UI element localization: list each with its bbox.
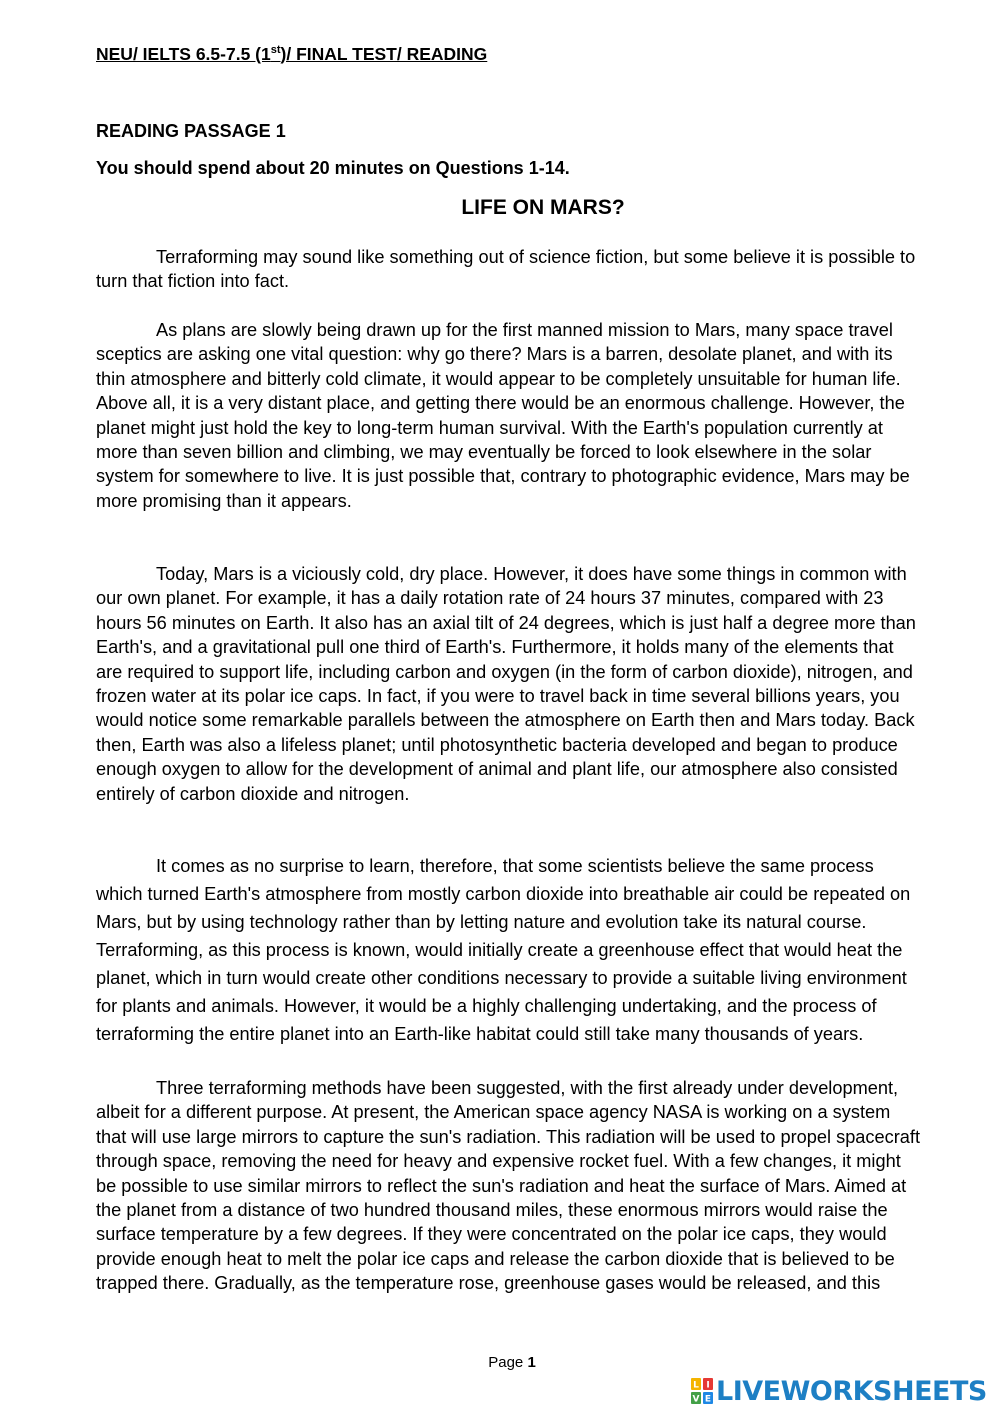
page-number: Page 1 — [488, 1354, 536, 1371]
instruction: You should spend about 20 minutes on Questions 1-14. — [96, 158, 570, 178]
svg-text:L: L — [693, 1380, 699, 1391]
liveworksheets-wordmark: LIVEWORKSHEETS — [716, 1375, 987, 1407]
paragraph-terraforming: It comes as no surprise to learn, therefore, that some scientists believe the same process which turned Earth's atmosphere from mostly carbon dioxide into breathable air could be repeated on Mars, but by using technology rather than by letting nature and evolution take its natural course. Terraforming, as this process is known, would initially create a greenhouse effect that would heat the planet, which in turn would create other conditions necessary to provide a suitable living environment for plants and animals. However, it would be a highly challenging undertaking, and the process of terraforming the entire planet into an Earth-like habitat could still take many thousands of years. — [96, 856, 911, 1044]
section-heading: READING PASSAGE 1 — [96, 121, 286, 141]
passage-title: LIFE ON MARS? — [461, 196, 625, 219]
test-header: NEU/ IELTS 6.5-7.5 (1st)/ FINAL TEST/ READING — [96, 44, 488, 64]
paragraph-intro: Terraforming may sound like something out of science fiction, but some believe it is possible to turn that fiction into fact. — [96, 247, 916, 292]
paragraph-why-mars: As plans are slowly being drawn up for the first manned mission to Mars, many space travel sceptics are asking one vital question: why go there? Mars is a barren, desolate planet, and with its thin atmosphere and bitterly cold climate, it would appear to be completely unsuitable for human life. Above all, it is a very distant place, and getting there would be an enormous challenge. However, the planet might just hold the key to long-term human survival. With the Earth's population currently at more than seven billion and climbing, we may eventually be forced to look elsewhere in the solar system for somewhere to live. It is just possible that, contrary to photographic evidence, Mars may be more promising than it appears. — [96, 320, 910, 511]
svg-text:I: I — [706, 1380, 710, 1391]
svg-text:E: E — [704, 1394, 712, 1405]
paragraph-methods: Three terraforming methods have been suggested, with the first already under development, albeit for a different purpose. At present, the American space agency NASA is working on a system that will use large mirrors to capture the sun's radiation. This radiation will be used to propel spacecraft through space, removing the need for heavy and expensive rocket fuel. With a few changes, it might be possible to use similar mirrors to reflect the sun's radiation and heat the surface of Mars. Aimed at the planet from a distance of two hundred thousand miles, these enormous mirrors would raise the surface temperature by a few degrees. If they were concentrated on the polar ice caps, they would provide enough heat to melt the polar ice caps and release the carbon dioxide that is believed to be trapped there. Gradually, as the temperature rose, greenhouse gases would be released, and this — [96, 1078, 921, 1294]
liveworksheets-logo — [690, 1374, 987, 1408]
svg-text:V: V — [692, 1394, 700, 1405]
paragraph-mars-today: Today, Mars is a viciously cold, dry place. However, it does have some things in common with our own planet. For example, it has a daily rotation rate of 24 hours 37 minutes, compared with 23 hours 56 minutes on Earth. It also has an axial tilt of 24 degrees, which is just half a degree more than Earth's, and a gravitational pull one third of Earth's. Furthermore, it holds many of the elements that are required to support life, including carbon and oxygen (in the form of carbon dioxide), nitrogen, and frozen water at its polar ice caps. In fact, if you were to travel back in time several billions years, you would notice some remarkable parallels between the atmosphere on Earth then and Mars today. Back then, Earth was also a lifeless planet; until photosynthetic bacteria developed and began to produce enough oxygen to allow for the development of animal and plant life, our atmosphere also consisted entirely of carbon dioxide and nitrogen. — [96, 564, 916, 804]
liveworksheets-icon — [690, 1377, 714, 1405]
